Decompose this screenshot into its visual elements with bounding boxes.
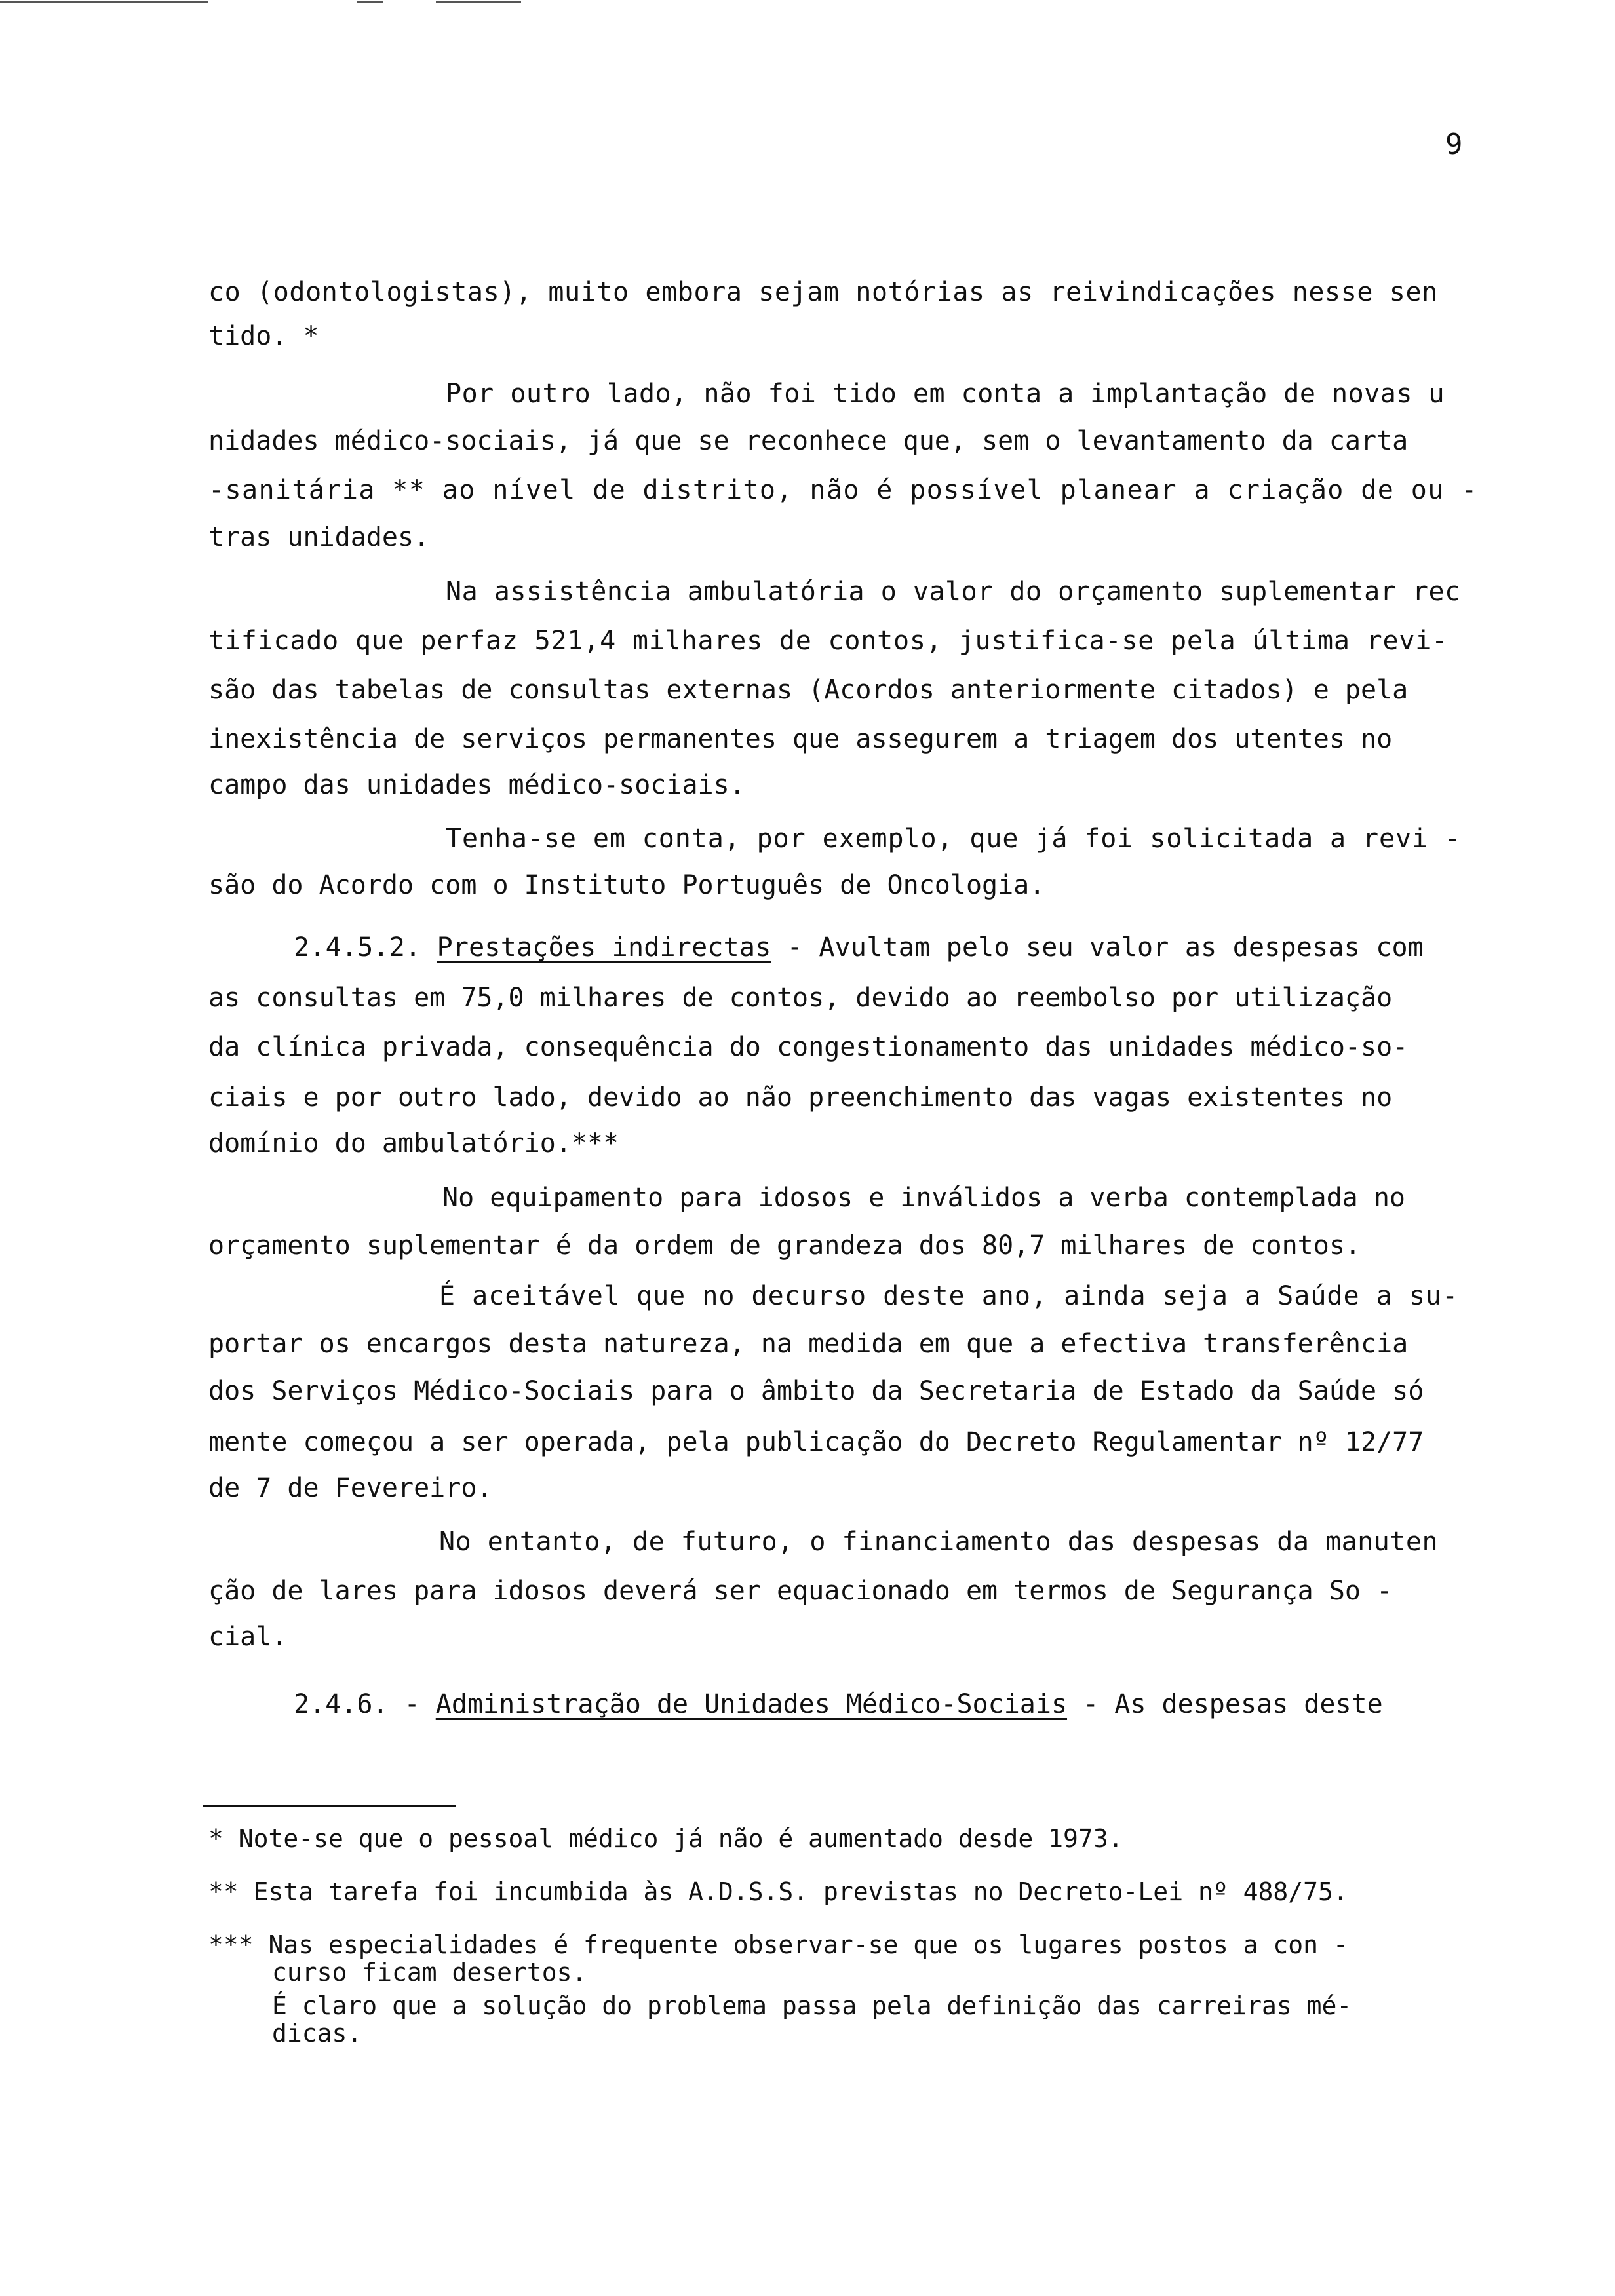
section-number: 2.4.5.2. <box>294 932 421 963</box>
body-line: No equipamento para idosos e inválidos a verba contemplada no <box>442 1183 1406 1213</box>
body-line: campo das unidades médico-sociais. <box>208 770 745 800</box>
body-line: Por outro lado, não foi tido em conta a implantação de novas u <box>446 379 1445 409</box>
body-line: de 7 de Fevereiro. <box>208 1473 493 1503</box>
section-heading-2-4-6 <box>294 1689 1383 1719</box>
body-line: co (odontologistas), muito embora sejam notórias as reivindicações nesse sen <box>208 277 1438 307</box>
footnote-separator <box>203 1805 456 1807</box>
section-text: - Avultam pelo seu valor as despesas com <box>787 932 1424 963</box>
footnote-3-cont: curso ficam desertos. <box>272 1958 587 1987</box>
footnote-3-cont: É claro que a solução do problema passa pela definição das carreiras mé- <box>272 1991 1352 2020</box>
page-number: 9 <box>1445 128 1463 161</box>
section-title: Prestações indirectas <box>437 932 771 963</box>
body-line: É aceitável que no decurso deste ano, ainda seja a Saúde a su- <box>439 1281 1459 1311</box>
body-line: tido. * <box>208 321 319 351</box>
body-line: nidades médico-sociais, já que se reconhece que, sem o levantamento da carta <box>208 426 1409 456</box>
body-line: tras unidades. <box>208 522 430 552</box>
body-line: cial. <box>208 1622 288 1652</box>
footnote-1: * Note-se que o pessoal médico já não é aumentado desde 1973. <box>208 1824 1123 1853</box>
section-title: Administração de Unidades Médico-Sociais <box>435 1689 1068 1719</box>
footnote-3-cont: dicas. <box>272 2019 362 2048</box>
body-line: domínio do ambulatório.*** <box>208 1128 619 1158</box>
body-line: ção de lares para idosos deverá ser equacionado em termos de Segurança So - <box>208 1576 1393 1606</box>
body-line: dos Serviços Médico-Sociais para o âmbito da Secretaria de Estado da Saúde só <box>208 1376 1424 1406</box>
body-line: são do Acordo com o Instituto Português de Oncologia. <box>208 870 1045 900</box>
section-heading-2-4-5-2 <box>294 932 1424 963</box>
body-line: ciais e por outro lado, devido ao não preenchimento das vagas existentes no <box>208 1082 1393 1113</box>
body-line: mente começou a ser operada, pela publicação do Decreto Regulamentar nº 12/77 <box>208 1427 1424 1457</box>
body-line: orçamento suplementar é da ordem de grandeza dos 80,7 milhares de contos. <box>208 1231 1361 1261</box>
scan-edge-line <box>436 1 521 3</box>
section-text: - As despesas deste <box>1083 1689 1383 1719</box>
body-line: inexistência de serviços permanentes que assegurem a triagem dos utentes no <box>208 724 1393 754</box>
footnote-2: ** Esta tarefa foi incumbida às A.D.S.S. previstas no Decreto-Lei nº 488/75. <box>208 1877 1348 1906</box>
body-line: Na assistência ambulatória o valor do orçamento suplementar rec <box>446 577 1461 607</box>
body-line: -sanitária ** ao nível de distrito, não é possível planear a criação de ou - <box>208 475 1478 505</box>
body-line: tificado que perfaz 521,4 milhares de contos, justifica-se pela última revi- <box>208 626 1449 656</box>
body-line: são das tabelas de consultas externas (Acordos anteriormente citados) e pela <box>208 675 1409 705</box>
body-line: portar os encargos desta natureza, na medida em que a efectiva transferência <box>208 1329 1409 1359</box>
scan-edge-line <box>357 1 383 3</box>
scan-edge-line <box>0 1 208 3</box>
body-line: Tenha-se em conta, por exemplo, que já foi solicitada a revi - <box>446 824 1461 854</box>
body-line: da clínica privada, consequência do congestionamento das unidades médico-so- <box>208 1032 1409 1062</box>
body-line: No entanto, de futuro, o financiamento das despesas da manuten <box>439 1527 1439 1557</box>
section-number: 2.4.6. - <box>294 1689 420 1719</box>
body-line: as consultas em 75,0 milhares de contos, devido ao reembolso por utilização <box>208 983 1393 1013</box>
footnote-3: *** Nas especialidades é frequente observar-se que os lugares postos a con - <box>208 1930 1348 1959</box>
